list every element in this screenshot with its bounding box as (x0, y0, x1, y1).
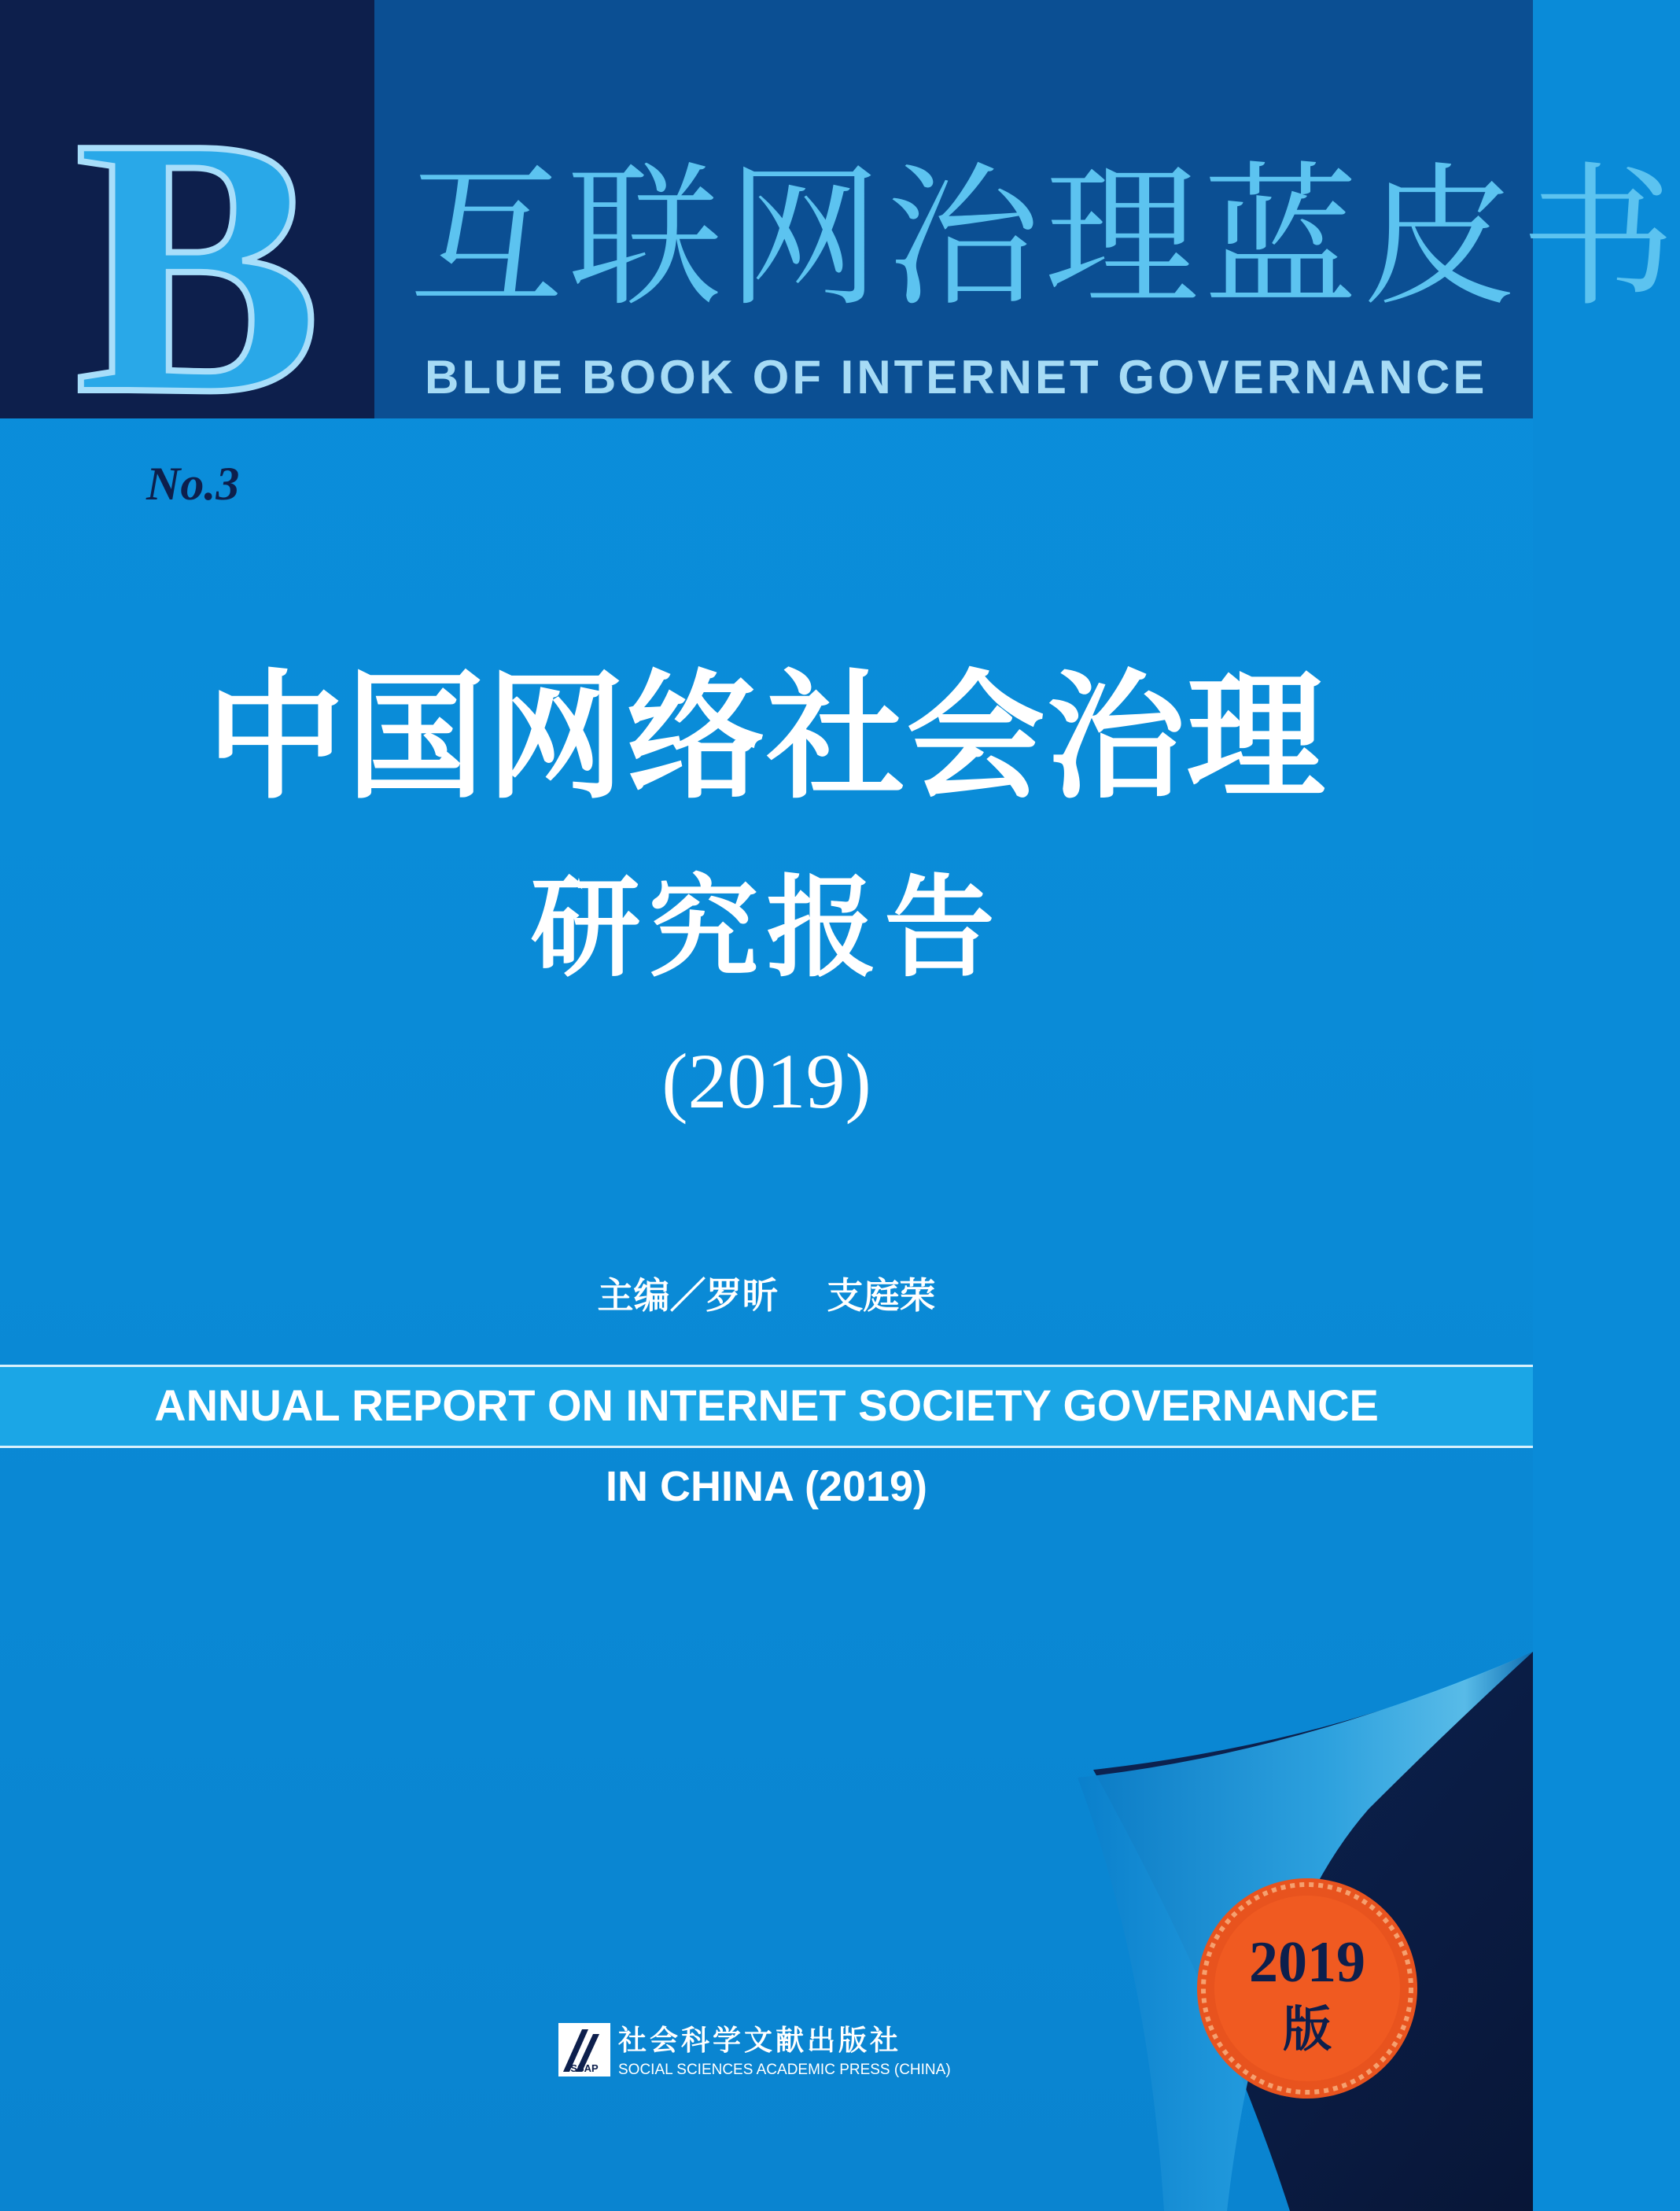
book-title-line1: 中国网络社会治理 (206, 657, 1327, 818)
logo-letter: B (75, 61, 322, 470)
english-title-line2: IN CHINA (2019) (605, 1463, 928, 1510)
editors: 主编／罗昕 支庭荣 (597, 1274, 936, 1317)
book-title-line2: 研究报告 (530, 864, 1003, 993)
publisher-logo-text: SSAP (570, 2062, 599, 2074)
publisher (558, 2021, 1030, 2116)
series-title-cn: 互联网治理蓝皮书 (409, 149, 1680, 328)
volume-number: No.3 (146, 458, 240, 510)
series-title-en: BLUE BOOK OF INTERNET GOVERNANCE (425, 351, 1488, 404)
seal-label: 版 (1282, 2000, 1332, 2058)
english-title-line1: ANNUAL REPORT ON INTERNET SOCIETY GOVERNANCE (154, 1380, 1379, 1430)
seal-year: 2019 (1249, 1930, 1365, 1995)
publisher-name-en: SOCIAL SCIENCES ACADEMIC PRESS (CHINA) (618, 2062, 951, 2078)
book-year: (2019) (661, 1037, 871, 1125)
publisher-logo (558, 2023, 610, 2076)
publisher-name-cn: 社会科学文献出版社 (618, 2025, 902, 2057)
